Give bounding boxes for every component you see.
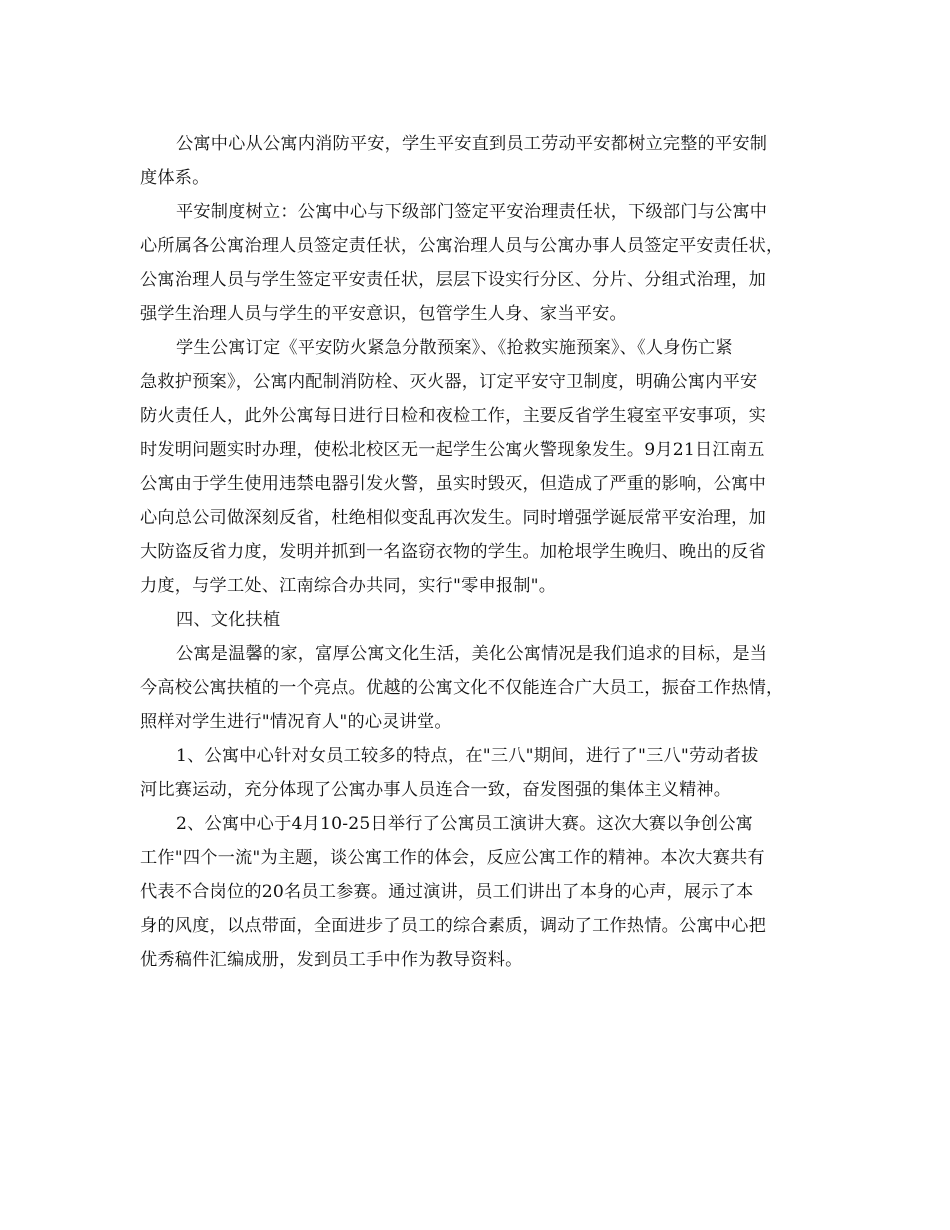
text-line: 平安制度树立：公寓中心与下级部门签定平安治理责任状，下级部门与公寓中: [176, 202, 768, 222]
text-line: 公寓是温馨的家，富厚公寓文化生活，美化公寓情况是我们追求的目标，是当: [176, 644, 768, 664]
text-line: 强学生治理人员与学生的平安意识，包管学生人身、家当平安。: [140, 304, 627, 324]
text-line: 今高校公寓扶植的一个亮点。优越的公寓文化不仅能连合广大员工，振奋工作热情，: [140, 678, 784, 698]
text-line: 大防盗反省力度，发明并抓到一名盗窃衣物的学生。加枪垠学生晚归、晚出的反省: [140, 542, 766, 562]
text-line: 急救护预案》，公寓内配制消防栓、灭火器，订定平安守卫制度，明确公寓内平安: [140, 372, 758, 392]
text-line: 工作"四个一流"为主题，谈公寓工作的体会，反应公寓工作的精神。本次大赛共有: [140, 848, 765, 868]
text-line: 公寓中心从公寓内消防平安，学生平安直到员工劳动平安都树立完整的平安制: [176, 134, 768, 154]
text-line: 1、公寓中心针对女员工较多的特点，在"三八"期间，进行了"三八"劳动者拔: [176, 746, 759, 766]
text-line: 学生公寓订定《平安防火紧急分散预案》、《抢救实施预案》、《人身伤亡紧: [176, 338, 733, 358]
text-line: 防火责任人，此外公寓每日进行日检和夜检工作，主要反省学生寝室平安事项，实: [140, 406, 766, 426]
text-line: 力度，与学工处、江南综合办共同，实行"零申报制"。: [140, 576, 557, 596]
text-line: 公寓由于学生使用违禁电器引发火警，虽实时毁灭，但造成了严重的影响，公寓中: [140, 474, 766, 494]
text-line: 照样对学生进行"情况育人"的心灵讲堂。: [140, 712, 452, 732]
text-line: 代表不合岗位的20名员工参赛。通过演讲，员工们讲出了本身的心声，展示了本: [140, 882, 754, 902]
text-line: 四、文化扶植: [176, 610, 281, 630]
text-line: 度体系。: [140, 168, 210, 188]
text-line: 河比赛运动，充分体现了公寓办事人员连合一致，奋发图强的集体主义精神。: [140, 780, 732, 800]
text-line: 心向总公司做深刻反省，杜绝相似变乱再次发生。同时增强学诞辰常平安治理，加: [140, 508, 766, 528]
text-line: 心所属各公寓治理人员签定责任状，公寓治理人员与公寓办事人员签定平安责任状，: [140, 236, 784, 256]
text-line: 2、公寓中心于4月10-25日举行了公寓员工演讲大赛。这次大赛以争创公寓: [176, 814, 754, 834]
document-body: [140, 127, 812, 977]
text-line: 时发明问题实时办理，使松北校区无一起学生公寓火警现象发生。9月21日江南五: [140, 440, 765, 460]
text-line: 优秀稿件汇编成册，发到员工手中作为教导资料。: [140, 950, 523, 970]
text-line: 公寓治理人员与学生签定平安责任状，层层下设实行分区、分片、分组式治理，加: [140, 270, 766, 290]
text-line: 身的风度，以点带面，全面进步了员工的综合素质，调动了工作热情。公寓中心把: [140, 916, 766, 936]
